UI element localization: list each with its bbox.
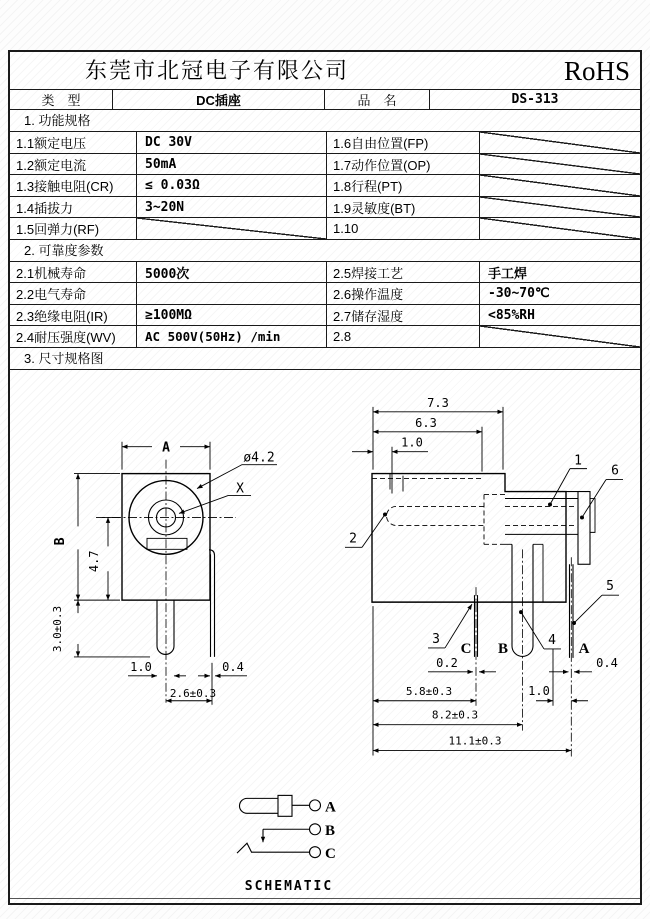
spec-value: -30~70℃ <box>488 286 550 301</box>
spec-value: DC 30V <box>137 132 327 153</box>
spec-value: ≤ 0.03Ω <box>137 175 327 196</box>
schematic-pin-b: B <box>325 823 336 840</box>
spec-label: 1.9灵敏度(BT) <box>327 197 480 217</box>
spec-row <box>10 262 640 283</box>
dim-label-b: B <box>52 537 69 546</box>
svg-text:4: 4 <box>548 632 556 648</box>
svg-text:5: 5 <box>606 579 614 595</box>
spec-label: 1.1额定电压 <box>10 132 137 153</box>
spec-label: 2.5焊接工艺 <box>327 262 480 282</box>
dim-label-111: 11.1±0.3 <box>448 734 502 748</box>
dim-label-47: 4.7 <box>86 550 102 573</box>
dimension-drawing <box>10 370 640 898</box>
spec-value: 5000次 <box>137 262 327 282</box>
type-value: DC插座 <box>113 90 325 109</box>
dim-label-30: 3.0±0.3 <box>50 605 65 653</box>
section1-title: 1. 功能规格 <box>10 110 640 132</box>
dim-label-b04: 0.4 <box>596 655 618 670</box>
blank-cell <box>480 197 640 217</box>
spec-label: 2.1机械寿命 <box>10 262 137 282</box>
blank-cell <box>480 326 640 347</box>
dim-label-b10: 1.0 <box>528 683 550 698</box>
spec-value: ≥100MΩ <box>137 305 327 325</box>
spec-label: 2.8 <box>327 326 480 347</box>
callout-5 <box>572 579 619 625</box>
spec-row <box>10 132 640 154</box>
dim-label-a: A <box>162 440 170 456</box>
spec-row <box>10 197 640 218</box>
name-value: DS-313 <box>511 92 559 107</box>
spec-label: 1.2额定电流 <box>10 154 137 174</box>
dim-label-x: X <box>236 481 244 497</box>
spec-label: 1.7动作位置(OP) <box>327 154 480 174</box>
spec-value: 50mA <box>137 154 327 174</box>
type-row <box>10 90 640 110</box>
callout-2 <box>345 512 387 547</box>
bottom-strip <box>10 898 640 903</box>
spec-value: 手工焊 <box>488 265 528 281</box>
spec-label: 2.4耐压强度(WV) <box>10 326 137 347</box>
spec-label: 2.3绝缘电阻(IR) <box>10 305 137 325</box>
blank-cell <box>137 283 327 304</box>
blank-cell <box>137 218 327 239</box>
svg-text:6: 6 <box>611 463 619 479</box>
type-label: 类 型 <box>10 90 113 109</box>
spec-label: 2.6操作温度 <box>327 283 480 304</box>
svg-text:2: 2 <box>349 531 357 547</box>
dim-label-82: 8.2±0.3 <box>431 708 479 722</box>
blank-cell <box>480 218 640 239</box>
spec-row <box>10 154 640 175</box>
dim-label-58: 5.8±0.3 <box>405 684 453 698</box>
dimension-drawing-area <box>10 370 640 898</box>
rohs-badge: RoHS <box>563 56 630 86</box>
spec-label: 1.5回弹力(RF) <box>10 218 137 239</box>
dim-label-73: 7.3 <box>427 395 449 410</box>
blank-cell <box>480 175 640 196</box>
spec-label: 1.10 <box>327 218 480 239</box>
dim-label-t10: 1.0 <box>401 435 423 450</box>
schematic-pin-a: A <box>325 799 336 816</box>
dim-label-04: 0.4 <box>222 659 244 674</box>
spec-label: 1.3接触电阻(CR) <box>10 175 137 196</box>
svg-text:3: 3 <box>432 631 440 647</box>
dim-label-63: 6.3 <box>415 415 437 430</box>
spec-label: 2.2电气寿命 <box>10 283 137 304</box>
section2-title: 2. 可靠度参数 <box>10 240 640 262</box>
spec-row <box>10 175 640 197</box>
pin-label-b: B <box>497 640 509 657</box>
spec-label: 1.8行程(PT) <box>327 175 480 196</box>
blank-cell <box>480 132 640 153</box>
schematic-title: SCHEMATIC <box>244 879 334 895</box>
side-view <box>345 396 623 757</box>
pin-label-c: C <box>460 640 472 657</box>
spec-label: 1.4插拔力 <box>10 197 137 217</box>
pin-label-a: A <box>578 640 590 657</box>
spec-row <box>10 283 640 305</box>
dim-label-02: 0.2 <box>436 655 458 670</box>
spec-row <box>10 218 640 240</box>
blank-cell <box>480 154 640 174</box>
schematic <box>237 795 336 894</box>
company-name: 东莞市北冠电子有限公司 <box>84 58 349 83</box>
dim-label-26: 2.6±0.3 <box>169 686 217 700</box>
schematic-pin-c: C <box>325 846 336 863</box>
front-view <box>51 441 277 705</box>
name-label: 品 名 <box>325 90 430 109</box>
svg-text:1: 1 <box>574 453 582 469</box>
header-row <box>10 52 640 90</box>
spec-label: 1.6自由位置(FP) <box>327 132 480 153</box>
section3-title: 3. 尺寸规格图 <box>10 348 640 370</box>
spec-row <box>10 305 640 326</box>
dim-label-dia42: ø4.2 <box>243 450 275 466</box>
spec-sheet-frame <box>8 50 642 905</box>
spec-row <box>10 326 640 348</box>
spec-value: <85%RH <box>488 307 535 323</box>
callout-4 <box>519 610 561 649</box>
spec-value: 3~20N <box>137 197 327 217</box>
spec-label: 2.7储存湿度 <box>327 305 480 325</box>
dim-label-10: 1.0 <box>130 659 152 674</box>
spec-value: AC 500V(50Hz) /min <box>137 326 327 347</box>
